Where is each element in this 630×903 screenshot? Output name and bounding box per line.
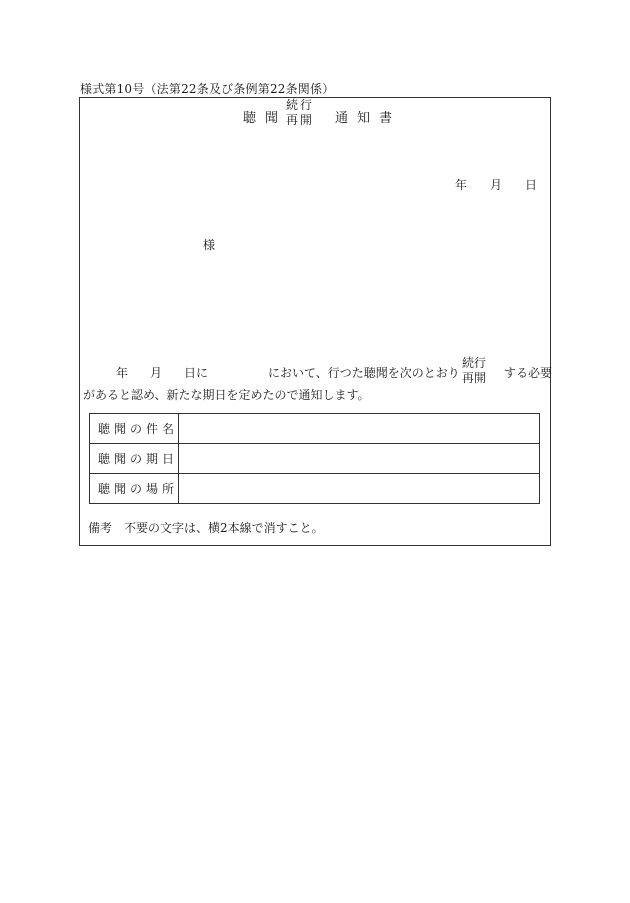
- body-choice-continue: 続行: [462, 356, 487, 370]
- title-part-notice: 通知書: [335, 111, 402, 126]
- row-label-case-name: 聴聞の件名: [90, 414, 179, 444]
- body-year-label: 年: [116, 366, 129, 380]
- date-year-label: 年: [455, 178, 468, 192]
- row-value-date: [179, 444, 540, 474]
- title-part-hearing: 聴聞: [243, 111, 288, 126]
- hearing-details-table: [89, 413, 540, 504]
- title-choice-resume: 再開: [286, 113, 315, 127]
- body-month-label: 月: [150, 366, 163, 380]
- row-value-case-name: [179, 414, 540, 444]
- date-month-label: 月: [490, 178, 503, 192]
- row-value-place: [179, 474, 540, 504]
- body-day-label: 日に: [184, 366, 209, 380]
- table-row: [90, 414, 540, 444]
- row-label-place: 聴聞の場所: [90, 474, 179, 504]
- addressee-suffix: 様: [203, 238, 216, 252]
- table-row: [90, 474, 540, 504]
- body-middle-text: において、行つた聴聞を次のとおり: [268, 366, 460, 380]
- body-tail-text: する必要: [504, 366, 553, 380]
- form-number-label: 様式第10号（法第22条及び条例第22条関係）: [80, 82, 335, 96]
- title-choice-stack: [286, 98, 314, 128]
- body-second-line: があると認め、新たな期日を定めたので通知します。: [83, 388, 370, 402]
- date-day-label: 日: [525, 178, 538, 192]
- title-choice-continue: 続行: [286, 98, 315, 112]
- remarks-note: 備考 不要の文字は、横2本線で消すこと。: [88, 521, 324, 535]
- body-choice-resume: 再開: [462, 371, 487, 385]
- row-label-date: 聴聞の期日: [90, 444, 179, 474]
- body-choice-stack: [462, 356, 486, 386]
- table-row: [90, 444, 540, 474]
